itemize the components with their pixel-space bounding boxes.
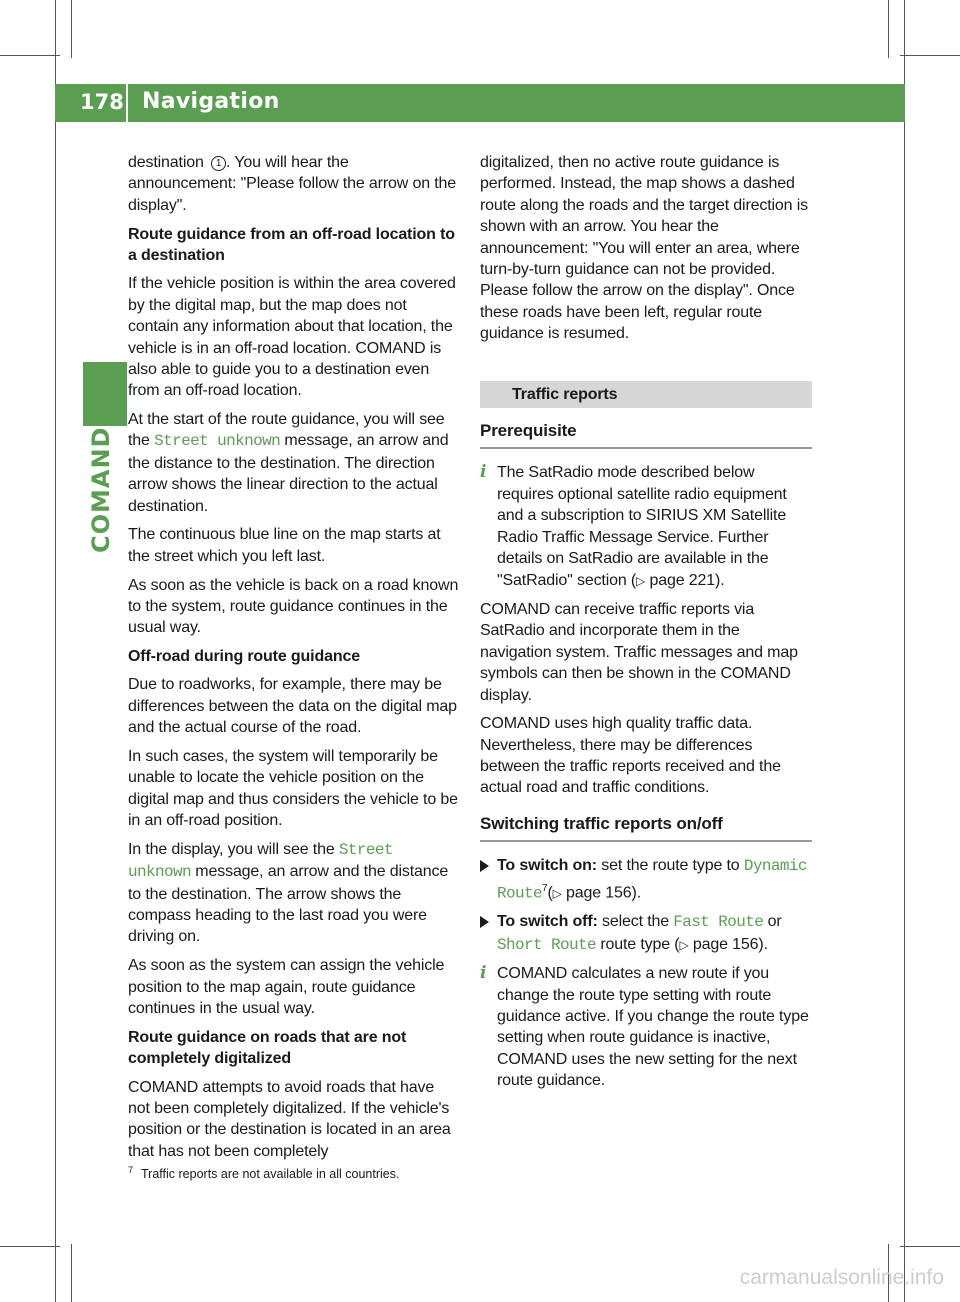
crop-mark <box>0 55 60 56</box>
subsection-heading: Prerequisite <box>480 420 812 449</box>
page-reference: page 221). <box>645 571 725 589</box>
watermark: carmanualsonline.info <box>739 1266 944 1289</box>
paragraph <box>128 839 460 948</box>
text: COMAND calculates a new route if you change the route type setting with route guidance active. If you change the route type setting when route guidance is inactive, COMAND uses the new setting for the next route guidance. <box>497 965 809 1090</box>
text: ( <box>547 884 553 901</box>
crop-mark <box>904 0 905 1302</box>
paragraph: In such cases, the system will temporarily be unable to locate the vehicle position on the digital map and thus considers the vehicle to be in an off-road position. <box>128 747 458 830</box>
subsection-heading: Switching traffic reports on/off <box>480 813 812 842</box>
left-column <box>128 152 460 1169</box>
subheading: Route guidance on roads that are not completely digitalized <box>128 1028 407 1068</box>
step-label: To switch on: <box>497 857 597 875</box>
text: . You will hear the announcement: "Please follow the arrow on the display". <box>128 154 457 214</box>
paragraph: The continuous blue line on the map starts at the street which you left last. <box>128 526 441 565</box>
display-message: Short Route <box>497 935 597 954</box>
display-message: Street unknown <box>154 432 281 451</box>
step-arrow-icon <box>480 916 489 928</box>
text: destination <box>128 154 209 171</box>
display-message: Street unknown <box>128 840 393 882</box>
step-arrow-icon <box>480 860 489 872</box>
crop-mark <box>55 0 56 1302</box>
section-title: Navigation <box>142 89 280 114</box>
paragraph: COMAND attempts to avoid roads that have not been completely digitalized. If the vehicle's position or the destination is located in an area that has not been completely <box>128 1078 451 1160</box>
info-note <box>480 462 812 591</box>
paragraph: digitalized, then no active route guidance is performed. Instead, the map shows a dashed route along the roads and the target direction is shown with an arrow. You hear the announcement: "You will enter an area, where turn-by-turn guidance can not be provided. Please follow the arrow on the display". Once these roads have been left, regular route guidance is resumed. <box>480 154 808 343</box>
subheading: Route guidance from an off-road location to a destination <box>128 225 455 264</box>
text: or <box>763 913 782 931</box>
side-tab-marker <box>83 362 127 426</box>
paragraph: COMAND can receive traffic reports via SatRadio and incorporate them in the navigation system. Traffic messages and map symbols can then be shown in the COMAND display. <box>480 600 798 704</box>
text: The SatRadio mode described below requires optional satellite radio equipment and a subscription to SIRIUS XM Satellite Radio Traffic Message Service. Further details on SatRadio are available in the "SatRadio" section ( <box>497 464 787 589</box>
footnote-number: 7 <box>128 1165 134 1175</box>
page-ref-arrow-icon: ▷ <box>636 573 646 588</box>
step-label: To switch off: <box>497 913 598 931</box>
paragraph: If the vehicle position is within the area covered by the digital map, but the map does not contain any information about that location, the vehicle is in an off-road location. COMAND is also able to guide you to a destination even from an off-road location. <box>128 275 456 400</box>
callout-marker: 1 <box>211 156 226 171</box>
text: At the start of the route guidance, you will see the <box>128 411 445 450</box>
page-reference: page 156). <box>561 884 642 901</box>
crop-mark <box>900 1246 960 1247</box>
page-ref-arrow-icon: ▷ <box>552 886 562 900</box>
instruction-step <box>480 911 812 956</box>
text: set the route type to <box>596 857 744 875</box>
display-message: Dynamic Route <box>497 857 807 902</box>
text: message, an arrow and the distance to the destination. The arrow shows the compass heading to the last road you were driving on. <box>128 863 449 946</box>
display-message: Fast Route <box>673 913 764 932</box>
footnote-ref: 7 <box>542 882 548 894</box>
crop-mark <box>71 0 72 58</box>
paragraph <box>128 409 460 517</box>
text: route type ( <box>596 935 680 953</box>
info-note <box>480 963 812 1091</box>
page-number: 178 <box>80 90 124 114</box>
header-separator <box>126 84 128 122</box>
crop-mark <box>888 0 889 58</box>
footnote <box>128 1165 399 1181</box>
instruction-step <box>480 855 812 904</box>
text: In the display, you will see the <box>128 840 339 858</box>
right-column <box>480 152 812 1099</box>
subheading: Off-road during route guidance <box>128 648 360 666</box>
paragraph: As soon as the system can assign the vehicle position to the map again, route guidance continues in the usual way. <box>128 957 445 1017</box>
text: message, an arrow and the distance to the destination. The direction arrow shows the linear direction to the actual destination. <box>128 432 449 515</box>
text: select the <box>597 913 674 931</box>
crop-mark <box>900 55 960 56</box>
crop-mark <box>71 1244 72 1302</box>
page-ref-arrow-icon: ▷ <box>679 937 689 952</box>
paragraph: As soon as the vehicle is back on a road known to the system, route guidance continues in the usual way. <box>128 576 459 637</box>
paragraph: COMAND uses high quality traffic data. Nevertheless, there may be differences between the traffic reports received and the actual road and traffic conditions. <box>480 715 781 797</box>
section-heading: Traffic reports <box>480 381 812 408</box>
paragraph <box>128 152 460 216</box>
info-icon: i <box>480 963 487 984</box>
page-reference: page 156). <box>688 935 768 953</box>
info-icon: i <box>480 462 487 483</box>
side-chapter-label: COMAND <box>87 426 115 553</box>
crop-mark <box>0 1246 60 1247</box>
footnote-text: Traffic reports are not available in all countries. <box>141 1167 400 1182</box>
paragraph: Due to roadworks, for example, there may be differences between the data on the digital map and the actual course of the road. <box>128 676 457 737</box>
